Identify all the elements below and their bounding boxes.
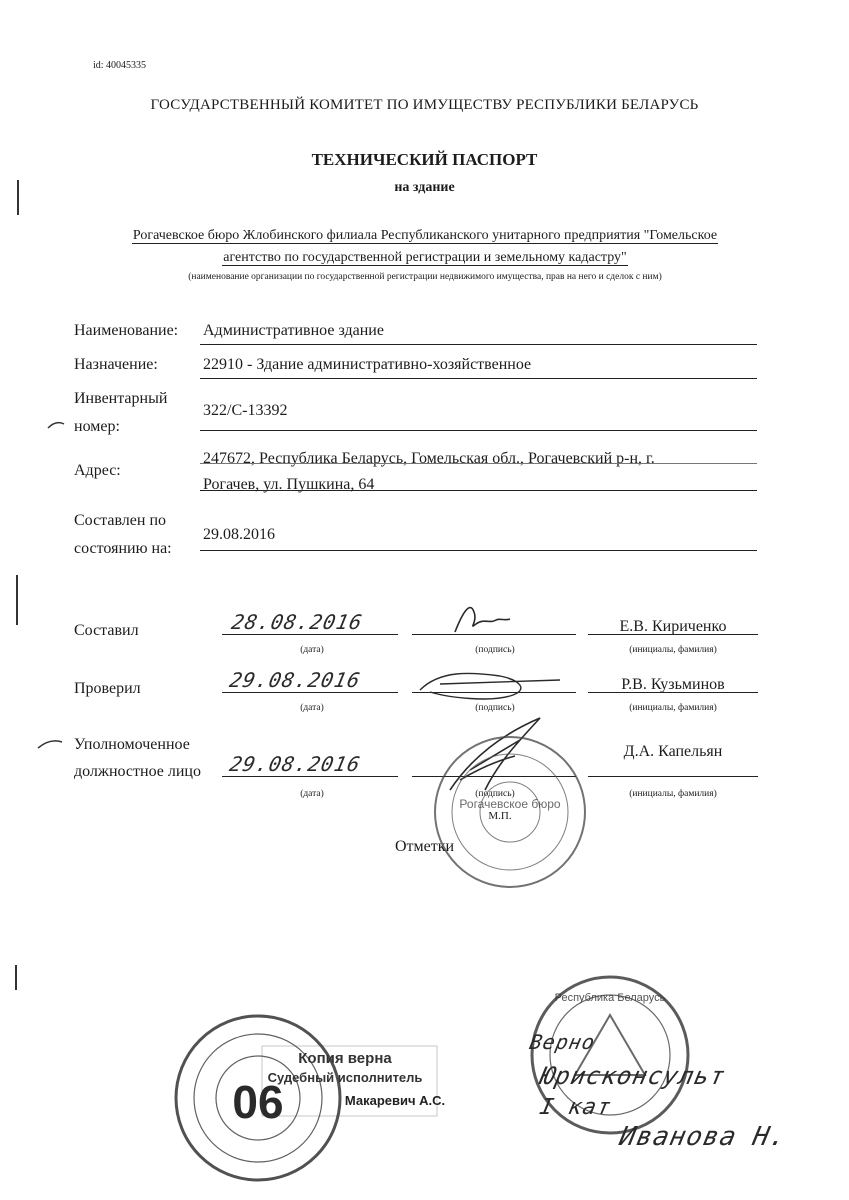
address-label: Адрес: xyxy=(74,462,121,479)
compiled-name: Е.В. Кириченко xyxy=(619,618,727,635)
inventory-label-line-1: Инвентарный xyxy=(74,390,168,407)
official-label-line-2: должностное лицо xyxy=(74,763,201,780)
official-name-caption: (инициалы, фамилия) xyxy=(629,789,717,799)
compiled-name-caption: (инициалы, фамилия) xyxy=(629,645,717,655)
official-label-line-1: Уполномоченное xyxy=(74,736,190,753)
as-of-label-line-2: состоянию на: xyxy=(74,540,172,557)
address-value-line-2: Рогачев, ул. Пушкина, 64 xyxy=(203,476,375,493)
inventory-value: 322/С-13392 xyxy=(203,402,288,419)
official-signature-caption: (подпись) xyxy=(475,789,515,799)
checked-signature-scribble xyxy=(420,673,560,699)
seal-place-mark: М.П. xyxy=(488,810,512,822)
purpose-value: 22910 - Здание административно-хозяйственное xyxy=(203,356,532,373)
checked-label: Проверил xyxy=(74,680,141,697)
remarks-title: Отметки xyxy=(394,838,455,855)
name-label: Наименование: xyxy=(74,322,179,339)
official-date-caption: (дата) xyxy=(300,789,324,799)
compiled-signature-scribble xyxy=(455,608,510,632)
margin-tick-mark-1 xyxy=(48,423,64,428)
republic-stamp-text: Республика Беларусь xyxy=(554,992,666,1004)
handwritten-signature-bottom: Иванова Н. xyxy=(616,1122,790,1152)
scan-edge-marks xyxy=(16,180,18,990)
committee-heading: ГОСУДАРСТВЕННЫЙ КОМИТЕТ ПО ИМУЩЕСТВУ РЕСПУБЛИКИ БЕЛАРУСЬ xyxy=(150,97,699,113)
checked-signature-caption: (подпись) xyxy=(475,703,515,713)
organization-caption: (наименование организации по государственной регистрации недвижимого имущества, прав на него и сделок с ним) xyxy=(188,272,662,282)
purpose-label: Назначение: xyxy=(74,356,158,373)
inventory-label-line-2: номер: xyxy=(74,418,120,435)
compiled-signature-caption: (подпись) xyxy=(475,645,515,655)
document-subtitle: на здание xyxy=(394,180,455,195)
address-value-line-1: 247672, Республика Беларусь, Гомельская обл., Рогачевский р-н, г. xyxy=(203,450,655,467)
bureau-round-stamp xyxy=(435,737,585,887)
copy-stamp-line-1: Копия верна xyxy=(298,1050,392,1067)
bureau-stamp-text: Рогачевское бюро xyxy=(459,797,561,811)
checked-name-caption: (инициалы, фамилия) xyxy=(629,703,717,713)
checked-date-handwritten: 29.08.2016 xyxy=(227,668,363,692)
compiled-date-handwritten: 28.08.2016 xyxy=(229,610,365,634)
name-value: Административное здание xyxy=(203,322,384,339)
document-title: ТЕХНИЧЕСКИЙ ПАСПОРТ xyxy=(311,150,538,169)
as-of-value: 29.08.2016 xyxy=(203,526,275,543)
compiled-date-caption: (дата) xyxy=(300,645,324,655)
compiled-label: Составил xyxy=(74,622,139,639)
handwritten-note-line-1: Верно xyxy=(527,1030,598,1054)
handwritten-note-line-2: Юрисконсульт xyxy=(537,1062,729,1090)
bailiff-number: 06 xyxy=(232,1076,284,1128)
handwritten-note-line-3: I кат xyxy=(537,1095,614,1120)
checked-name: Р.В. Кузьминов xyxy=(621,676,725,693)
official-date-handwritten: 29.08.2016 xyxy=(227,752,363,776)
as-of-label-line-1: Составлен по xyxy=(74,512,167,529)
copy-stamp-line-2: Судебный исполнитель xyxy=(267,1070,423,1085)
margin-tick-mark-2 xyxy=(38,741,62,748)
organization-line-2: агентство по государственной регистрации и земельному кадастру" xyxy=(223,250,627,265)
official-name: Д.А. Капельян xyxy=(623,743,723,760)
copy-stamp-name: Макаревич А.С. xyxy=(344,1093,446,1108)
document-id: id: 40045335 xyxy=(93,60,147,71)
checked-date-caption: (дата) xyxy=(300,703,324,713)
organization-line-1: Рогачевское бюро Жлобинского филиала Республиканского унитарного предприятия "Гомельское xyxy=(132,228,718,243)
